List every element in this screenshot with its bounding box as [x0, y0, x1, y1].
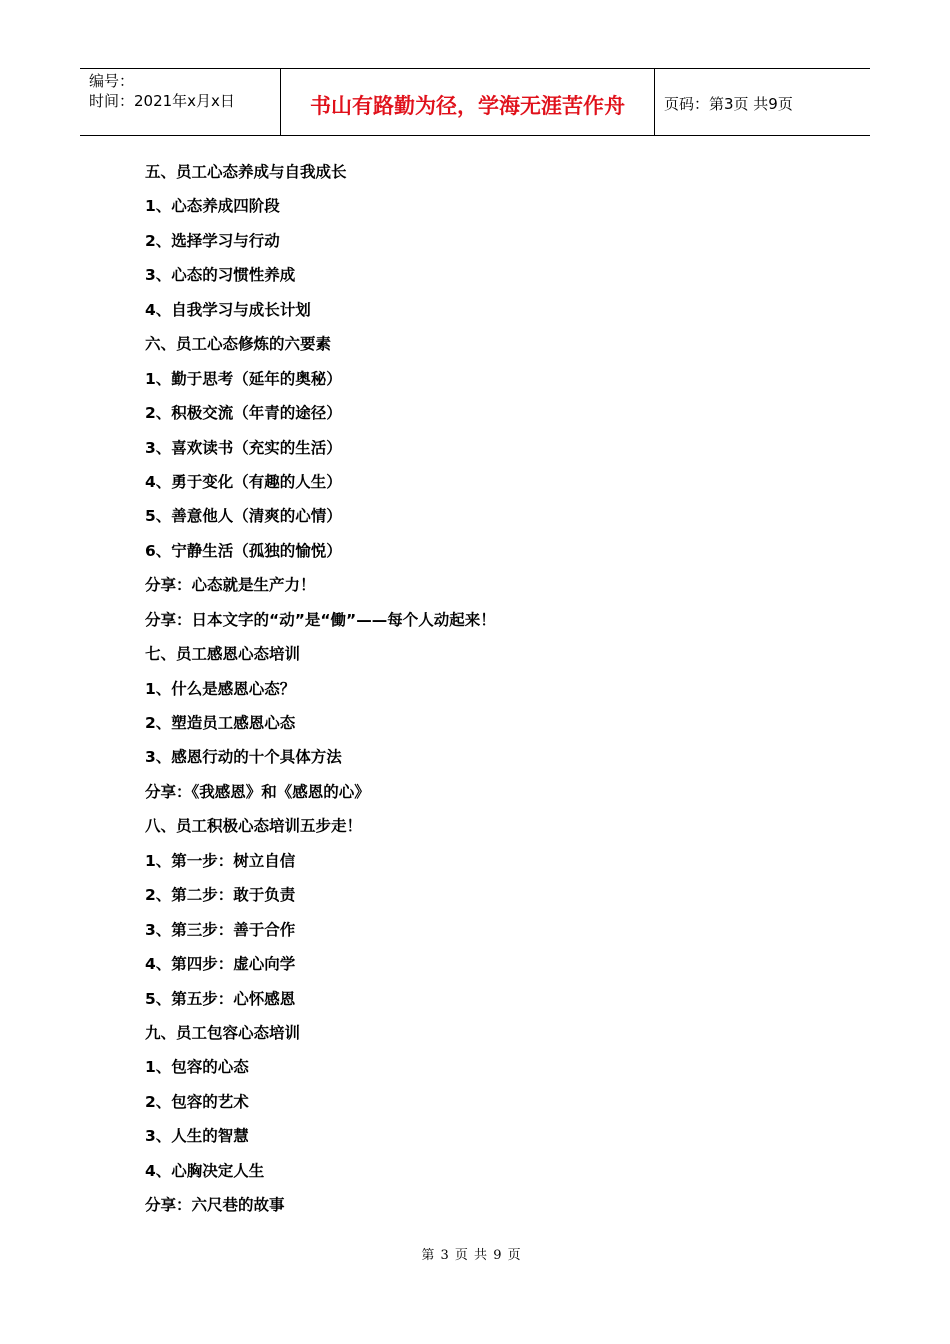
header-page-info: 页码：第3页 共9页 — [664, 94, 793, 113]
document-time-label: 时间：2021年x月x日 — [89, 92, 235, 110]
list-item: 2、塑造员工感恩心态 — [145, 714, 296, 732]
list-item: 4、心胸决定人生 — [145, 1161, 265, 1180]
document-body — [145, 158, 845, 1226]
list-item: 3、喜欢读书（充实的生活） — [145, 438, 342, 457]
list-item: 2、第二步：敢于负责 — [145, 886, 296, 905]
list-item: 1、第一步：树立自信 — [145, 851, 296, 870]
share-note: 分享：日本文字的“动”是“働”——每个人动起来！ — [145, 610, 496, 629]
section-heading: 六、员工心态修炼的六要素 — [145, 335, 332, 354]
list-item: 2、包容的艺术 — [145, 1092, 249, 1111]
list-item: 3、心态的习惯性养成 — [145, 266, 296, 285]
list-item: 1、什么是感恩心态？ — [145, 679, 296, 698]
page-footer — [0, 1244, 950, 1263]
header-motto: 书山有路勤为径，学海无涯苦作舟 — [281, 69, 655, 135]
list-item: 5、第五步：心怀感恩 — [145, 989, 296, 1008]
list-item: 2、积极交流（年青的途径） — [145, 404, 342, 423]
share-note: 分享：六尺巷的故事 — [145, 1196, 285, 1215]
list-item: 2、选择学习与行动 — [145, 231, 280, 250]
section-heading: 九、员工包容心态培训 — [145, 1023, 301, 1042]
list-item: 3、第三步：善于合作 — [145, 920, 296, 939]
list-item: 3、人生的智慧 — [145, 1127, 249, 1146]
list-item: 3、感恩行动的十个具体方法 — [145, 748, 342, 767]
list-item: 1、勤于思考（延年的奥秘） — [145, 369, 342, 388]
document-number-label: 编号： — [89, 72, 135, 90]
list-item: 1、包容的心态 — [145, 1058, 249, 1077]
share-note: 分享：心态就是生产力！ — [145, 576, 316, 595]
section-heading: 五、员工心态养成与自我成长 — [145, 163, 347, 181]
footer-page-number: 第 3 页 共 9 页 — [421, 1248, 522, 1263]
list-item: 1、心态养成四阶段 — [145, 197, 280, 216]
header-meta — [80, 69, 281, 135]
list-item: 5、善意他人（清爽的心情） — [145, 507, 342, 526]
list-item: 4、自我学习与成长计划 — [145, 300, 311, 319]
section-heading: 七、员工感恩心态培训 — [145, 645, 301, 664]
page-header — [80, 68, 870, 136]
list-item: 4、第四步：虚心向学 — [145, 955, 296, 974]
section-heading: 八、员工积极心态培训五步走！ — [145, 817, 363, 836]
list-item: 4、勇于变化（有趣的人生） — [145, 472, 342, 491]
share-note: 分享：《我感恩》和《感恩的心》 — [145, 782, 370, 801]
list-item: 6、宁静生活（孤独的愉悦） — [145, 541, 342, 560]
